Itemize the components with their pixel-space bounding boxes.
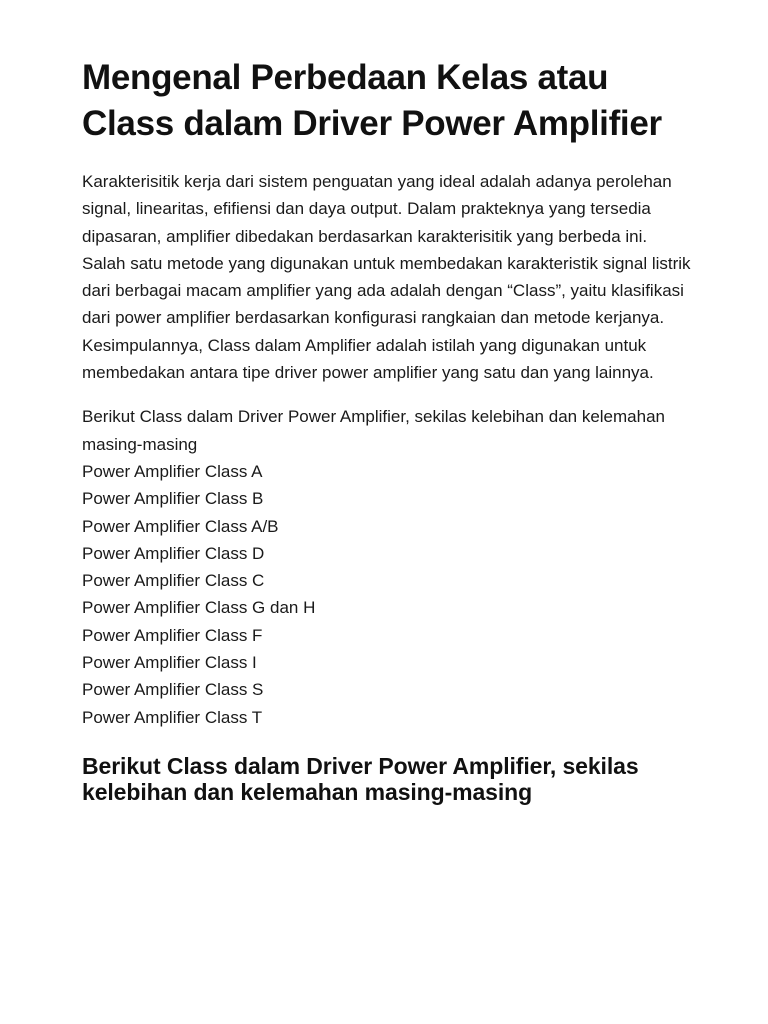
list-item-class-d: Power Amplifier Class D — [82, 543, 265, 563]
list-item-class-i: Power Amplifier Class I — [82, 653, 257, 673]
list-item-class-c: Power Amplifier Class C — [82, 571, 265, 591]
list-item-class-f: Power Amplifier Class F — [82, 625, 263, 645]
section-subheading: Berikut Class dalam Driver Power Amplifier, sekilas kelebihan dan kelemahan masing-masing — [82, 752, 639, 805]
list-item-class-s: Power Amplifier Class S — [82, 680, 264, 700]
list-item-class-g-h: Power Amplifier Class G dan H — [82, 598, 316, 618]
article — [82, 55, 694, 805]
article-title: Mengenal Perbedaan Kelas atau Class dalam Driver Power Amplifier — [82, 58, 662, 143]
class-list — [82, 458, 694, 731]
list-item-class-t: Power Amplifier Class T — [82, 707, 263, 727]
list-item-class-a: Power Amplifier Class A — [82, 461, 263, 481]
intro-paragraph: Karakterisitik kerja dari sistem penguatan yang ideal adalah adanya perolehan signal, linearitas, efifiensi dan daya output. Dalam prakteknya yang tersedia dipasaran, amplifier dibedakan berdasarkan karakterisitik yang berbeda ini. Salah satu metode yang digunakan untuk membedakan karakteristik signal listrik dari berbagai macam amplifier yang ada adalah dengan “Class”, yaitu klasifikasi dari power amplifier berdasarkan konfigurasi rangkaian dan metode kerjanya. Kesimpulannya, Class dalam Amplifier adalah istilah yang digunakan untuk membedakan antara tipe driver power amplifier yang satu dan yang lainnya. — [82, 172, 691, 383]
list-item-class-b: Power Amplifier Class B — [82, 489, 264, 509]
list-item-class-ab: Power Amplifier Class A/B — [82, 516, 279, 536]
list-lead-text: Berikut Class dalam Driver Power Amplifier, sekilas kelebihan dan kelemahan masing-masing — [82, 407, 665, 454]
class-list-section — [82, 403, 694, 731]
